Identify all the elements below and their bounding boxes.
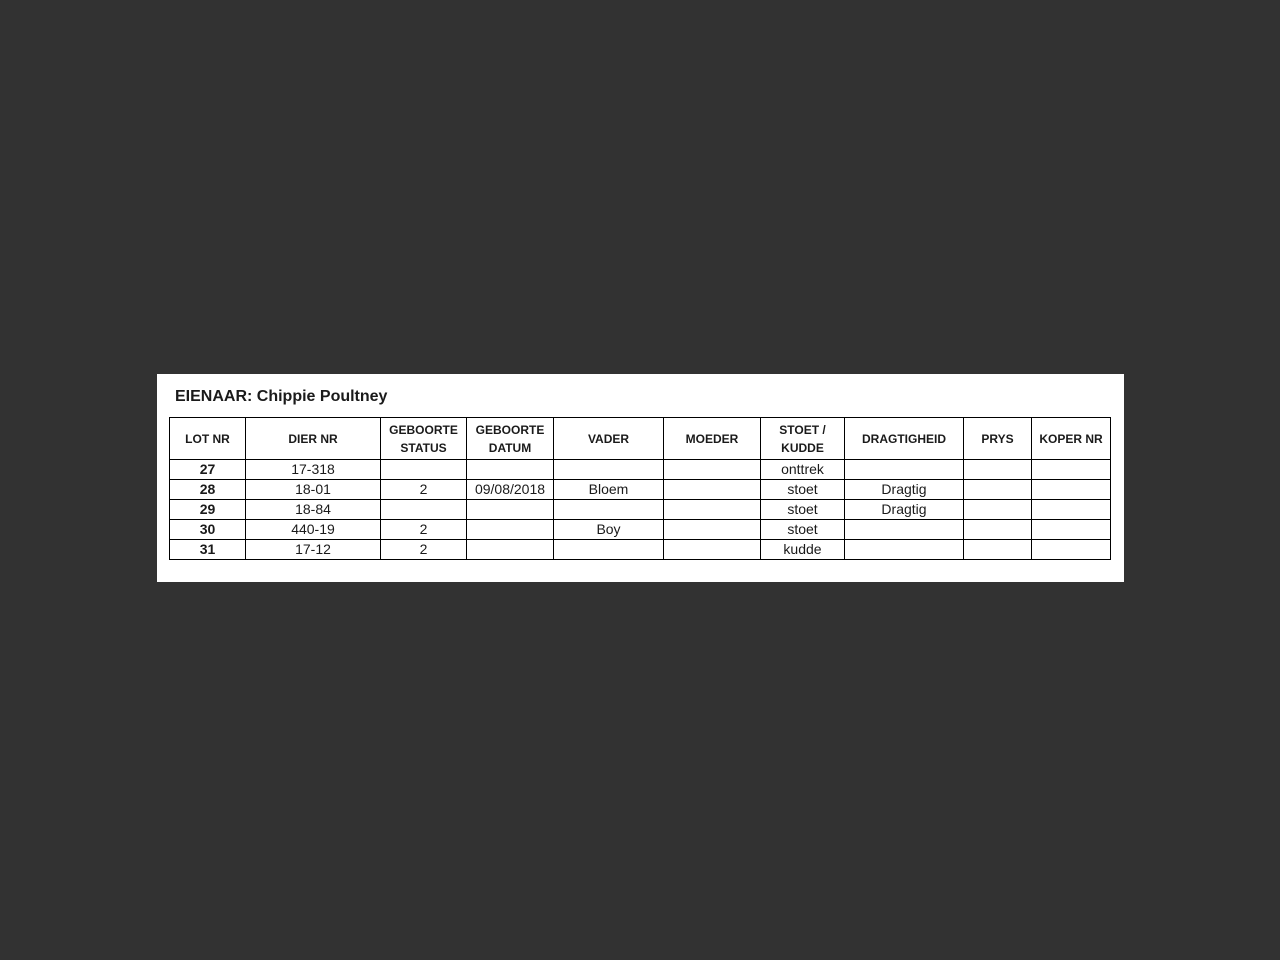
cell-prys bbox=[964, 500, 1032, 520]
cell-dragtigheid bbox=[845, 460, 964, 480]
cell-vader: Bloem bbox=[554, 480, 664, 500]
cell-vader bbox=[554, 500, 664, 520]
cell-lot-nr: 27 bbox=[170, 460, 246, 480]
owner-title: EIENAAR: Chippie Poultney bbox=[175, 388, 388, 405]
table-row bbox=[170, 540, 1111, 560]
cell-dier-nr: 17-318 bbox=[246, 460, 381, 480]
cell-koper-nr bbox=[1032, 480, 1111, 500]
document-page bbox=[157, 374, 1124, 582]
cell-dier-nr: 18-84 bbox=[246, 500, 381, 520]
cell-lot-nr: 29 bbox=[170, 500, 246, 520]
cell-geboorte-status: 2 bbox=[381, 520, 467, 540]
cell-koper-nr bbox=[1032, 520, 1111, 540]
column-header-prys: PRYS bbox=[964, 418, 1032, 460]
cell-vader: Boy bbox=[554, 520, 664, 540]
cell-stoet-kudde: onttrek bbox=[761, 460, 845, 480]
table-header-row bbox=[170, 418, 1111, 460]
cell-vader bbox=[554, 540, 664, 560]
cell-lot-nr: 31 bbox=[170, 540, 246, 560]
cell-dragtigheid: Dragtig bbox=[845, 480, 964, 500]
cell-geboorte-datum bbox=[467, 540, 554, 560]
table-row bbox=[170, 460, 1111, 480]
column-header-koper-nr: KOPER NR bbox=[1032, 418, 1111, 460]
cell-stoet-kudde: kudde bbox=[761, 540, 845, 560]
cell-geboorte-datum: 09/08/2018 bbox=[467, 480, 554, 500]
cell-moeder bbox=[664, 500, 761, 520]
cell-lot-nr: 28 bbox=[170, 480, 246, 500]
cell-moeder bbox=[664, 540, 761, 560]
cell-stoet-kudde: stoet bbox=[761, 520, 845, 540]
table-body bbox=[170, 460, 1111, 560]
cell-moeder bbox=[664, 460, 761, 480]
table-row bbox=[170, 520, 1111, 540]
cell-geboorte-status: 2 bbox=[381, 540, 467, 560]
cell-dier-nr: 17-12 bbox=[246, 540, 381, 560]
cell-stoet-kudde: stoet bbox=[761, 480, 845, 500]
cell-dragtigheid: Dragtig bbox=[845, 500, 964, 520]
cell-lot-nr: 30 bbox=[170, 520, 246, 540]
cell-prys bbox=[964, 540, 1032, 560]
column-header-lot-nr: LOT NR bbox=[170, 418, 246, 460]
column-header-dragtigheid: DRAGTIGHEID bbox=[845, 418, 964, 460]
column-header-moeder: MOEDER bbox=[664, 418, 761, 460]
cell-dragtigheid bbox=[845, 540, 964, 560]
cell-koper-nr bbox=[1032, 500, 1111, 520]
cell-dier-nr: 18-01 bbox=[246, 480, 381, 500]
cell-geboorte-datum bbox=[467, 460, 554, 480]
cell-dier-nr: 440-19 bbox=[246, 520, 381, 540]
cell-moeder bbox=[664, 520, 761, 540]
cell-stoet-kudde: stoet bbox=[761, 500, 845, 520]
livestock-table bbox=[169, 417, 1111, 560]
cell-geboorte-status bbox=[381, 500, 467, 520]
cell-prys bbox=[964, 480, 1032, 500]
cell-geboorte-datum bbox=[467, 500, 554, 520]
column-header-stoet-kudde: STOET / KUDDE bbox=[761, 418, 845, 460]
column-header-vader: VADER bbox=[554, 418, 664, 460]
cell-geboorte-status: 2 bbox=[381, 480, 467, 500]
cell-prys bbox=[964, 520, 1032, 540]
cell-dragtigheid bbox=[845, 520, 964, 540]
table-row bbox=[170, 500, 1111, 520]
cell-koper-nr bbox=[1032, 460, 1111, 480]
column-header-geboorte-status: GEBOORTE STATUS bbox=[381, 418, 467, 460]
cell-geboorte-datum bbox=[467, 520, 554, 540]
column-header-geboorte-datum: GEBOORTE DATUM bbox=[467, 418, 554, 460]
cell-geboorte-status bbox=[381, 460, 467, 480]
cell-vader bbox=[554, 460, 664, 480]
cell-moeder bbox=[664, 480, 761, 500]
cell-prys bbox=[964, 460, 1032, 480]
column-header-dier-nr: DIER NR bbox=[246, 418, 381, 460]
table-row bbox=[170, 480, 1111, 500]
cell-koper-nr bbox=[1032, 540, 1111, 560]
